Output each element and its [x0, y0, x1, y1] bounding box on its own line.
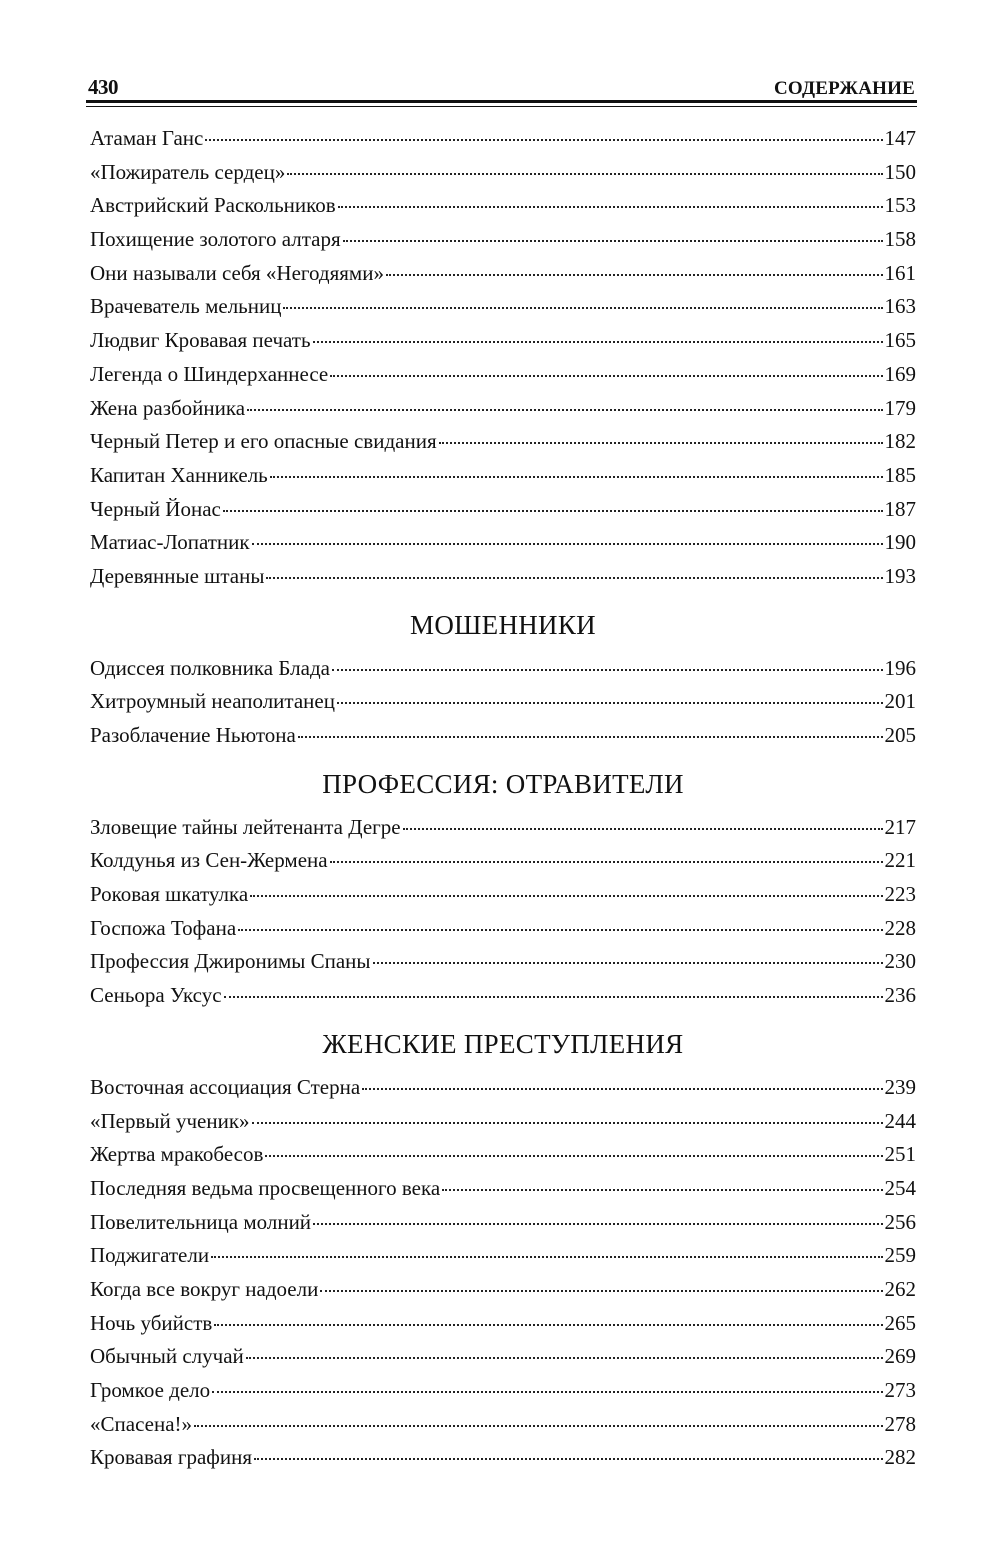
- page-number: 430: [88, 75, 118, 99]
- toc-entry-page: 265: [884, 1310, 916, 1335]
- toc-entry: [90, 290, 916, 324]
- toc-entry: [90, 324, 916, 358]
- toc-entry-page: 196: [884, 655, 916, 680]
- toc-entry-page: 179: [884, 395, 916, 420]
- toc-entry: [90, 425, 916, 459]
- toc-entry: [90, 1340, 916, 1374]
- toc-entry-title: «Первый ученик»: [90, 1108, 250, 1133]
- toc-entry: [90, 392, 916, 426]
- toc-entry-page: 163: [884, 294, 916, 319]
- toc-entry-title: Роковая шкатулка: [90, 882, 249, 907]
- toc-entry-title: Сеньора Уксус: [90, 983, 222, 1008]
- toc-entry-title: «Спасена!»: [90, 1411, 193, 1436]
- dot-leader: [298, 736, 883, 738]
- dot-leader: [283, 307, 882, 309]
- toc-entry: [90, 1172, 916, 1206]
- dot-leader: [214, 1324, 882, 1326]
- toc-entry-page: 256: [884, 1209, 916, 1234]
- toc-entry-title: Одиссея полковника Блада: [90, 655, 330, 680]
- dot-leader: [212, 1391, 882, 1393]
- toc-entry-title: Госпожа Тофана: [90, 915, 237, 940]
- toc-entry-title: Когда все вокруг надоели: [90, 1276, 319, 1301]
- toc-entry: [90, 685, 916, 719]
- running-head: СОДЕРЖАНИЕ: [774, 78, 915, 99]
- toc-entry: [90, 912, 916, 946]
- dot-leader: [330, 375, 882, 377]
- dot-leader: [265, 1155, 882, 1157]
- dot-leader: [330, 861, 883, 863]
- dot-leader: [362, 1088, 882, 1090]
- toc-entry: [90, 1138, 916, 1172]
- dot-leader: [332, 669, 883, 671]
- toc-entry-title: Жертва мракобесов: [90, 1142, 264, 1167]
- toc-entry-page: 182: [884, 429, 916, 454]
- dot-leader: [238, 929, 882, 931]
- toc-entry-page: 262: [884, 1276, 916, 1301]
- toc-entry-page: 150: [884, 159, 916, 184]
- dot-leader: [246, 1357, 883, 1359]
- toc-entry-page: 165: [884, 328, 916, 353]
- dot-leader: [252, 543, 883, 545]
- toc-entry-title: Деревянные штаны: [90, 563, 265, 588]
- dot-leader: [439, 442, 883, 444]
- header-rule-thin: [86, 106, 917, 107]
- toc-entry: [90, 945, 916, 979]
- toc-entry-page: 236: [884, 983, 916, 1008]
- toc-entry-title: Поджигатели: [90, 1243, 210, 1268]
- toc-entry-title: Людвиг Кровавая печать: [90, 328, 311, 353]
- toc-entry-title: Легенда о Шиндерханнесе: [90, 361, 329, 386]
- toc-entry-page: 190: [884, 530, 916, 555]
- toc-entry: [90, 1239, 916, 1273]
- toc-entry-page: 228: [884, 915, 916, 940]
- toc-entry: [90, 1307, 916, 1341]
- dot-leader: [313, 1223, 882, 1225]
- toc-entry: [90, 189, 916, 223]
- toc-entry: [90, 652, 916, 686]
- toc-entry: [90, 526, 916, 560]
- toc-entry-title: Разоблачение Ньютона: [90, 723, 296, 747]
- toc-entry: [90, 223, 916, 257]
- toc-entry-page: 244: [884, 1108, 916, 1133]
- toc-entry-page: 221: [884, 848, 916, 873]
- toc-entry: [90, 878, 916, 912]
- toc-entry-page: 169: [884, 361, 916, 386]
- toc-entry-title: «Пожиратель сердец»: [90, 159, 286, 184]
- toc-entry: [90, 1206, 916, 1240]
- toc-entry-title: Восточная ассоциация Стерна: [90, 1074, 361, 1099]
- toc-entry-page: 193: [884, 563, 916, 588]
- dot-leader: [313, 341, 883, 343]
- dot-leader: [320, 1290, 882, 1292]
- toc-entry: [90, 1374, 916, 1408]
- toc-entry-title: Последняя ведьма просвещенного века: [90, 1175, 441, 1200]
- toc-entry-title: Хитроумный неаполитанец: [90, 689, 335, 714]
- section-heading: МОШЕННИКИ: [410, 609, 596, 640]
- toc-entry-page: 187: [884, 496, 916, 521]
- toc-entry: [90, 979, 916, 1013]
- dot-leader: [223, 510, 883, 512]
- toc-entry-title: Черный Йонас: [90, 496, 221, 521]
- toc-entry-title: Врачеватель мельниц: [90, 294, 282, 319]
- dot-leader: [252, 1122, 883, 1124]
- toc-entry-page: 205: [884, 723, 916, 747]
- toc-entry: [90, 257, 916, 291]
- toc-entry-page: 201: [884, 689, 916, 714]
- section-heading: ЖЕНСКИЕ ПРЕСТУПЛЕНИЯ: [322, 1028, 684, 1059]
- toc-entry-page: 158: [884, 227, 916, 252]
- toc-entry: [90, 493, 916, 527]
- toc-entry-page: 254: [884, 1175, 916, 1200]
- toc-entry-title: Австрийский Раскольников: [90, 193, 336, 218]
- toc-entry-title: Они называли себя «Негодяями»: [90, 260, 384, 285]
- section-heading: ПРОФЕССИЯ: ОТРАВИТЕЛИ: [322, 768, 684, 799]
- dot-leader: [343, 240, 883, 242]
- dot-leader: [287, 173, 882, 175]
- dot-leader: [254, 1458, 882, 1460]
- dot-leader: [337, 702, 883, 704]
- toc-entry-page: 217: [884, 814, 916, 839]
- toc-entry-page: 251: [884, 1142, 916, 1167]
- toc-entry: [90, 1105, 916, 1139]
- toc-entry-title: Похищение золотого алтаря: [90, 227, 341, 252]
- header-rule-thick: [86, 100, 917, 103]
- toc-entry: [90, 1408, 916, 1442]
- toc-entry-title: Кровавая графиня: [90, 1445, 253, 1470]
- toc-entry: [90, 122, 916, 156]
- toc-entry-page: 278: [884, 1411, 916, 1436]
- toc-entry-page: 230: [884, 949, 916, 974]
- toc-entry-page: 259: [884, 1243, 916, 1268]
- toc-entry-title: Профессия Джиронимы Спаны: [90, 949, 371, 974]
- toc-entry: [90, 1273, 916, 1307]
- dot-leader: [338, 206, 883, 208]
- toc-entry-title: Колдунья из Сен-Жермена: [90, 848, 328, 873]
- toc-entry-page: 153: [884, 193, 916, 218]
- dot-leader: [373, 962, 883, 964]
- toc-entry: [90, 1071, 916, 1105]
- toc-entry-title: Зловещие тайны лейтенанта Дегре: [90, 814, 401, 839]
- dot-leader: [224, 996, 883, 998]
- toc-entry-title: Повелительница молний: [90, 1209, 312, 1234]
- dot-leader: [250, 895, 882, 897]
- toc-entry-page: 239: [884, 1074, 916, 1099]
- table-of-contents: [90, 122, 916, 1475]
- toc-entry-page: 185: [884, 462, 916, 487]
- toc-entry-page: 282: [884, 1445, 916, 1470]
- toc-entry-title: Черный Петер и его опасные свидания: [90, 429, 437, 454]
- toc-entry-page: 273: [884, 1378, 916, 1402]
- dot-leader: [211, 1256, 882, 1258]
- dot-leader: [205, 139, 882, 141]
- dot-leader: [270, 476, 883, 478]
- toc-entry-title: Ночь убийств: [90, 1310, 213, 1335]
- toc-entry-title: Громкое дело: [90, 1378, 211, 1402]
- toc-entry-page: 161: [884, 260, 916, 285]
- dot-leader: [386, 274, 883, 276]
- toc-entry-title: Атаман Ганс: [90, 126, 204, 150]
- toc-entry: [90, 156, 916, 190]
- dot-leader: [442, 1189, 882, 1191]
- toc-entry-title: Обычный случай: [90, 1344, 244, 1369]
- page-header: [88, 70, 915, 100]
- toc-entry-page: 223: [884, 882, 916, 907]
- toc-entry: [90, 1441, 916, 1475]
- dot-leader: [266, 577, 882, 579]
- toc-entry: [90, 560, 916, 594]
- toc-entry-title: Матиас-Лопатник: [90, 530, 250, 555]
- dot-leader: [403, 828, 883, 830]
- toc-entry-title: Жена разбойника: [90, 395, 246, 420]
- toc-entry-title: Капитан Ханникель: [90, 462, 268, 487]
- toc-entry-page: 147: [884, 126, 916, 150]
- toc-entry: [90, 459, 916, 493]
- dot-leader: [247, 409, 882, 411]
- toc-entry: [90, 358, 916, 392]
- toc-entry: [90, 811, 916, 845]
- dot-leader: [194, 1425, 882, 1427]
- toc-entry: [90, 844, 916, 878]
- toc-entry-page: 269: [884, 1344, 916, 1369]
- toc-entry: [90, 719, 916, 753]
